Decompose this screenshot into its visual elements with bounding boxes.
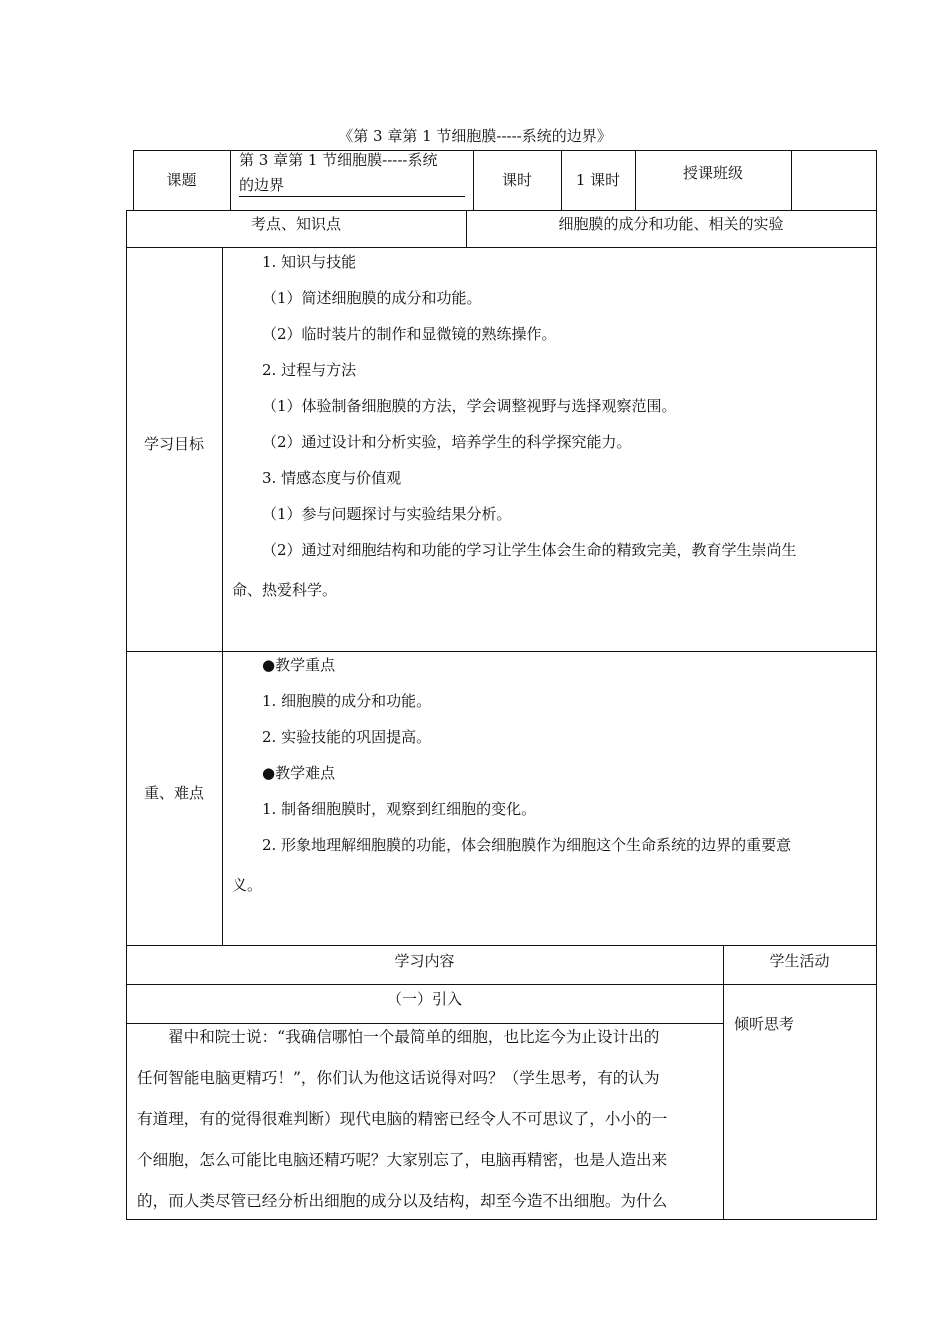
- key-point-line: 1. 细胞膜的成分和功能。: [262, 692, 432, 710]
- hours-value: 1 课时: [575, 171, 621, 189]
- key-point-line: 2. 实验技能的巩固提高。: [262, 728, 432, 746]
- knowledge-value: 细胞膜的成分和功能、相关的实验: [558, 215, 784, 233]
- subject-label: 课题: [166, 171, 197, 189]
- paragraph-line: 翟中和院士说：“我确信哪怕一个最简单的细胞，也比迄今为止设计出的: [168, 1028, 660, 1046]
- section-title: （一）引入: [386, 990, 462, 1008]
- activity-header: 学生活动: [769, 952, 830, 970]
- paragraph-line: 个细胞，怎么可能比电脑还精巧呢？大家别忘了，电脑再精密，也是人造出来: [137, 1151, 668, 1169]
- objective-line: （1）简述细胞膜的成分和功能。: [262, 289, 482, 307]
- objective-line: （1）体验制备细胞膜的方法，学会调整视野与选择观察范围。: [262, 397, 677, 415]
- objective-line: （1）参与问题探讨与实验结果分析。: [262, 505, 512, 523]
- key-point-line: 义。: [232, 876, 263, 894]
- document-title: 《第 3 章第 1 节细胞膜-----系统的边界》: [338, 127, 612, 145]
- objective-line: （2）临时装片的制作和显微镜的熟练操作。: [262, 325, 557, 343]
- objective-line: 命、热爱科学。: [232, 581, 338, 599]
- key-point-line: 2. 形象地理解细胞膜的功能，体会细胞膜作为细胞这个生命系统的边界的重要意: [262, 836, 792, 854]
- objective-line: 1. 知识与技能: [262, 253, 357, 271]
- key-points-label: 重、难点: [143, 784, 204, 802]
- objective-line: 3. 情感态度与价值观: [262, 469, 402, 487]
- hours-label: 课时: [501, 171, 532, 189]
- paragraph-line: 的，而人类尽管已经分析出细胞的成分以及结构，却至今造不出细胞。为什么: [137, 1192, 668, 1210]
- key-point-line: ●教学难点: [262, 764, 336, 782]
- knowledge-label: 考点、知识点: [250, 215, 341, 233]
- key-point-line: 1. 制备细胞膜时，观察到红细胞的变化。: [262, 800, 537, 818]
- student-activity: 倾听思考: [734, 1015, 795, 1033]
- objective-line: （2）通过设计和分析实验，培养学生的科学探究能力。: [262, 433, 632, 451]
- class-label: 授课班级: [682, 164, 743, 182]
- paragraph-line: 有道理，有的觉得很难判断）现代电脑的精密已经令人不可思议了，小小的一: [137, 1110, 668, 1128]
- objective-line: （2）通过对细胞结构和功能的学习让学生体会生命的精致完美，教育学生崇尚生: [262, 541, 797, 559]
- subject-value-line2: 的边界: [239, 176, 285, 194]
- subject-value-line1: 第 3 章第 1 节细胞膜-----系统: [239, 151, 438, 169]
- key-point-line: ●教学重点: [262, 656, 336, 674]
- paragraph-line: 任何智能电脑更精巧！”，你们认为他这话说得对吗？（学生思考，有的认为: [137, 1069, 660, 1087]
- objective-line: 2. 过程与方法: [262, 361, 357, 379]
- subject-underline: [239, 196, 465, 197]
- content-header: 学习内容: [394, 952, 455, 970]
- objectives-label: 学习目标: [143, 435, 204, 453]
